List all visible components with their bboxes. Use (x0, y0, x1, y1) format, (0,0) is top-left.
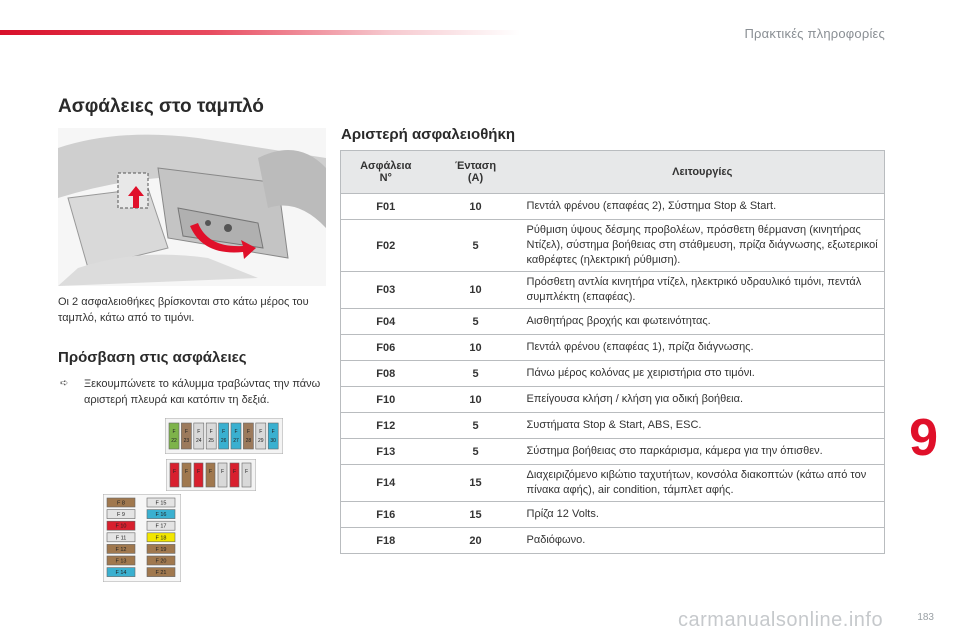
fuse-label: F 12 (115, 546, 127, 553)
amperage-cell: 10 (431, 387, 521, 413)
fuse-table-header (341, 151, 885, 194)
fuse-number-cell: F18 (341, 528, 431, 554)
function-cell: Πρόσθετη αντλία κινητήρα ντίζελ, ηλεκτρικό υδραυλικό τιμόνι, πεντάλ συμπλέκτη (επαφέας). (521, 272, 885, 309)
table-row (341, 220, 885, 272)
function-cell: Πάνω μέρος κολόνας με χειριστήρια στο τιμόνι. (521, 361, 885, 387)
fuse-label: F 15 (155, 500, 167, 507)
fuse-slot (256, 423, 266, 449)
amperage-cell: 15 (431, 465, 521, 502)
fuse-diagram-upper (165, 418, 283, 454)
fuse-label: F (172, 469, 177, 475)
fuse-label: F 21 (155, 570, 167, 577)
fuse-number-cell: F13 (341, 439, 431, 465)
amperage-cell: 15 (431, 502, 521, 528)
function-cell: Αισθητήρας βροχής και φωτεινότητας. (521, 309, 885, 335)
fuse-label: F 30 (270, 429, 276, 444)
fuse-label: F (184, 469, 189, 475)
function-cell: Ρύθμιση ύψους δέσμης προβολέων, πρόσθετη θέρμανση (κινητήρας Ντίζελ), σύστημα βοήθειας στη στάθμευση, πρίζα διάγνωσης, εξωτερικοί καθρέφτες (ηλεκτρική ρύθμιση). (521, 220, 885, 272)
table-row (341, 465, 885, 502)
fuse-diagram-middle (166, 459, 256, 491)
fuse-slot (147, 556, 175, 565)
table-row (341, 413, 885, 439)
function-cell: Ραδιόφωνο. (521, 528, 885, 554)
amperage-cell: 5 (431, 439, 521, 465)
fuse-label: F (196, 469, 201, 475)
amperage-cell: 10 (431, 272, 521, 309)
fuse-number-cell: F01 (341, 194, 431, 220)
fuse-diagram-lower (103, 494, 181, 582)
fuse-label: F 27 (233, 429, 239, 444)
fuse-slot (268, 423, 278, 449)
fuse-slot (231, 423, 241, 449)
fuse-slot (147, 510, 175, 519)
fuse-label: F 11 (115, 535, 127, 542)
fuse-label: F 20 (155, 558, 167, 565)
fuse-slot (147, 544, 175, 553)
header-amperage: Ένταση (A) (431, 151, 521, 194)
fuse-label: F 26 (220, 429, 227, 444)
function-cell: Πεντάλ φρένου (επαφέας 1), πρίζα διάγνωσης. (521, 335, 885, 361)
fuse-slot (219, 423, 229, 449)
fuse-slot (147, 498, 175, 507)
function-cell: Πρίζα 12 Volts. (521, 502, 885, 528)
fuse-label: F 16 (155, 512, 167, 519)
fuse-slot (147, 521, 175, 530)
fuse-number-cell: F06 (341, 335, 431, 361)
fuse-slot (147, 533, 175, 542)
fuse-label: F (232, 469, 237, 475)
fuse-number-cell: F10 (341, 387, 431, 413)
header-functions: Λειτουργίες (521, 151, 885, 194)
section-header: Πρακτικές πληροφορίες (744, 26, 885, 41)
fuse-slot (107, 533, 135, 542)
fuse-slot (230, 463, 239, 487)
fuse-number-cell: F04 (341, 309, 431, 335)
fuse-label: F 25 (208, 429, 214, 444)
table-row (341, 439, 885, 465)
table-row (341, 335, 885, 361)
fuse-slot (242, 463, 251, 487)
table-row (341, 387, 885, 413)
fuse-slot (206, 463, 215, 487)
fuse-label: F 28 (245, 429, 252, 444)
fuse-slot (181, 423, 191, 449)
table-row (341, 502, 885, 528)
watermark: carmanualsonline.info (678, 609, 884, 631)
table-row (341, 309, 885, 335)
fuse-number-cell: F14 (341, 465, 431, 502)
fuse-label: F 13 (115, 558, 127, 565)
fuse-slot (107, 498, 135, 507)
fuse-label: F (244, 469, 249, 475)
access-step (58, 376, 328, 408)
fuse-number-cell: F16 (341, 502, 431, 528)
top-accent-bar (0, 30, 520, 35)
fuse-label: F 29 (258, 429, 264, 444)
fuse-slot (107, 521, 135, 530)
amperage-cell: 20 (431, 528, 521, 554)
arrow-bullet-icon: ➪ (60, 378, 69, 389)
fuse-label: F 23 (183, 429, 190, 444)
fuse-slot (147, 568, 175, 577)
fuse-slot (107, 568, 135, 577)
amperage-cell: 5 (431, 309, 521, 335)
dashboard-illustration (58, 128, 326, 286)
fuse-slot (218, 463, 227, 487)
fuse-slot (182, 463, 191, 487)
fuse-label: F 19 (155, 546, 167, 553)
fuse-slot (206, 423, 216, 449)
fuse-label: F 10 (115, 523, 127, 530)
fuse-slot (107, 544, 135, 553)
fuse-slot (107, 556, 135, 565)
access-step-text: Ξεκουμπώνετε το κάλυμμα τραβώντας την πάνω αριστερή πλευρά και κατόπιν τη δεξιά. (84, 378, 321, 406)
page-title: Ασφάλειες στο ταμπλό (58, 96, 264, 117)
table-row (341, 361, 885, 387)
fuse-label: F 14 (115, 570, 127, 577)
fuse-label: F (220, 469, 225, 475)
table-row (341, 194, 885, 220)
fuse-label: F 8 (117, 500, 125, 507)
function-cell: Σύστημα βοήθειας στο παρκάρισμα, κάμερα για την όπισθεν. (521, 439, 885, 465)
function-cell: Διαχειριζόμενο κιβώτιο ταχυτήτων, κονσόλα διακοπτών (κάτω από τον πίνακα αφής), air condition, τάμπλετ αφής. (521, 465, 885, 502)
fuse-number-cell: F08 (341, 361, 431, 387)
fuse-slot (169, 423, 179, 449)
fuse-slot (243, 423, 253, 449)
fuse-number-cell: F12 (341, 413, 431, 439)
fuse-number-cell: F02 (341, 220, 431, 272)
function-cell: Επείγουσα κλήση / κλήση για οδική βοήθεια. (521, 387, 885, 413)
photo-caption: Οι 2 ασφαλειοθήκες βρίσκονται στο κάτω μέρος του ταμπλό, κάτω από το τιμόνι. (58, 296, 309, 324)
fuse-label: F 18 (155, 535, 167, 542)
table-row (341, 528, 885, 554)
header-fuse-number: Ασφάλεια N° (341, 151, 431, 194)
fuse-slot (107, 510, 135, 519)
fuse-slot (194, 423, 204, 449)
amperage-cell: 5 (431, 413, 521, 439)
fuse-number-cell: F03 (341, 272, 431, 309)
function-cell: Συστήματα Stop & Start, ABS, ESC. (521, 413, 885, 439)
page-number: 183 (917, 612, 934, 623)
amperage-cell: 5 (431, 361, 521, 387)
fuse-label: F 24 (196, 429, 202, 444)
amperage-cell: 10 (431, 335, 521, 361)
amperage-cell: 10 (431, 194, 521, 220)
fuse-slot (194, 463, 203, 487)
access-heading: Πρόσβαση στις ασφάλειες (58, 349, 247, 366)
function-cell: Πεντάλ φρένου (επαφέας 2), Σύστημα Stop & Start. (521, 194, 885, 220)
fuse-label: F 22 (171, 429, 177, 444)
fuse-label: F 17 (155, 523, 167, 530)
fusebox-title: Αριστερή ασφαλειοθήκη (341, 126, 515, 143)
chapter-number: 9 (909, 409, 938, 467)
fuse-label: F (208, 469, 213, 475)
fuse-table (340, 150, 885, 554)
table-row (341, 272, 885, 309)
amperage-cell: 5 (431, 220, 521, 272)
fuse-label: F 9 (117, 512, 125, 519)
fuse-slot (170, 463, 179, 487)
